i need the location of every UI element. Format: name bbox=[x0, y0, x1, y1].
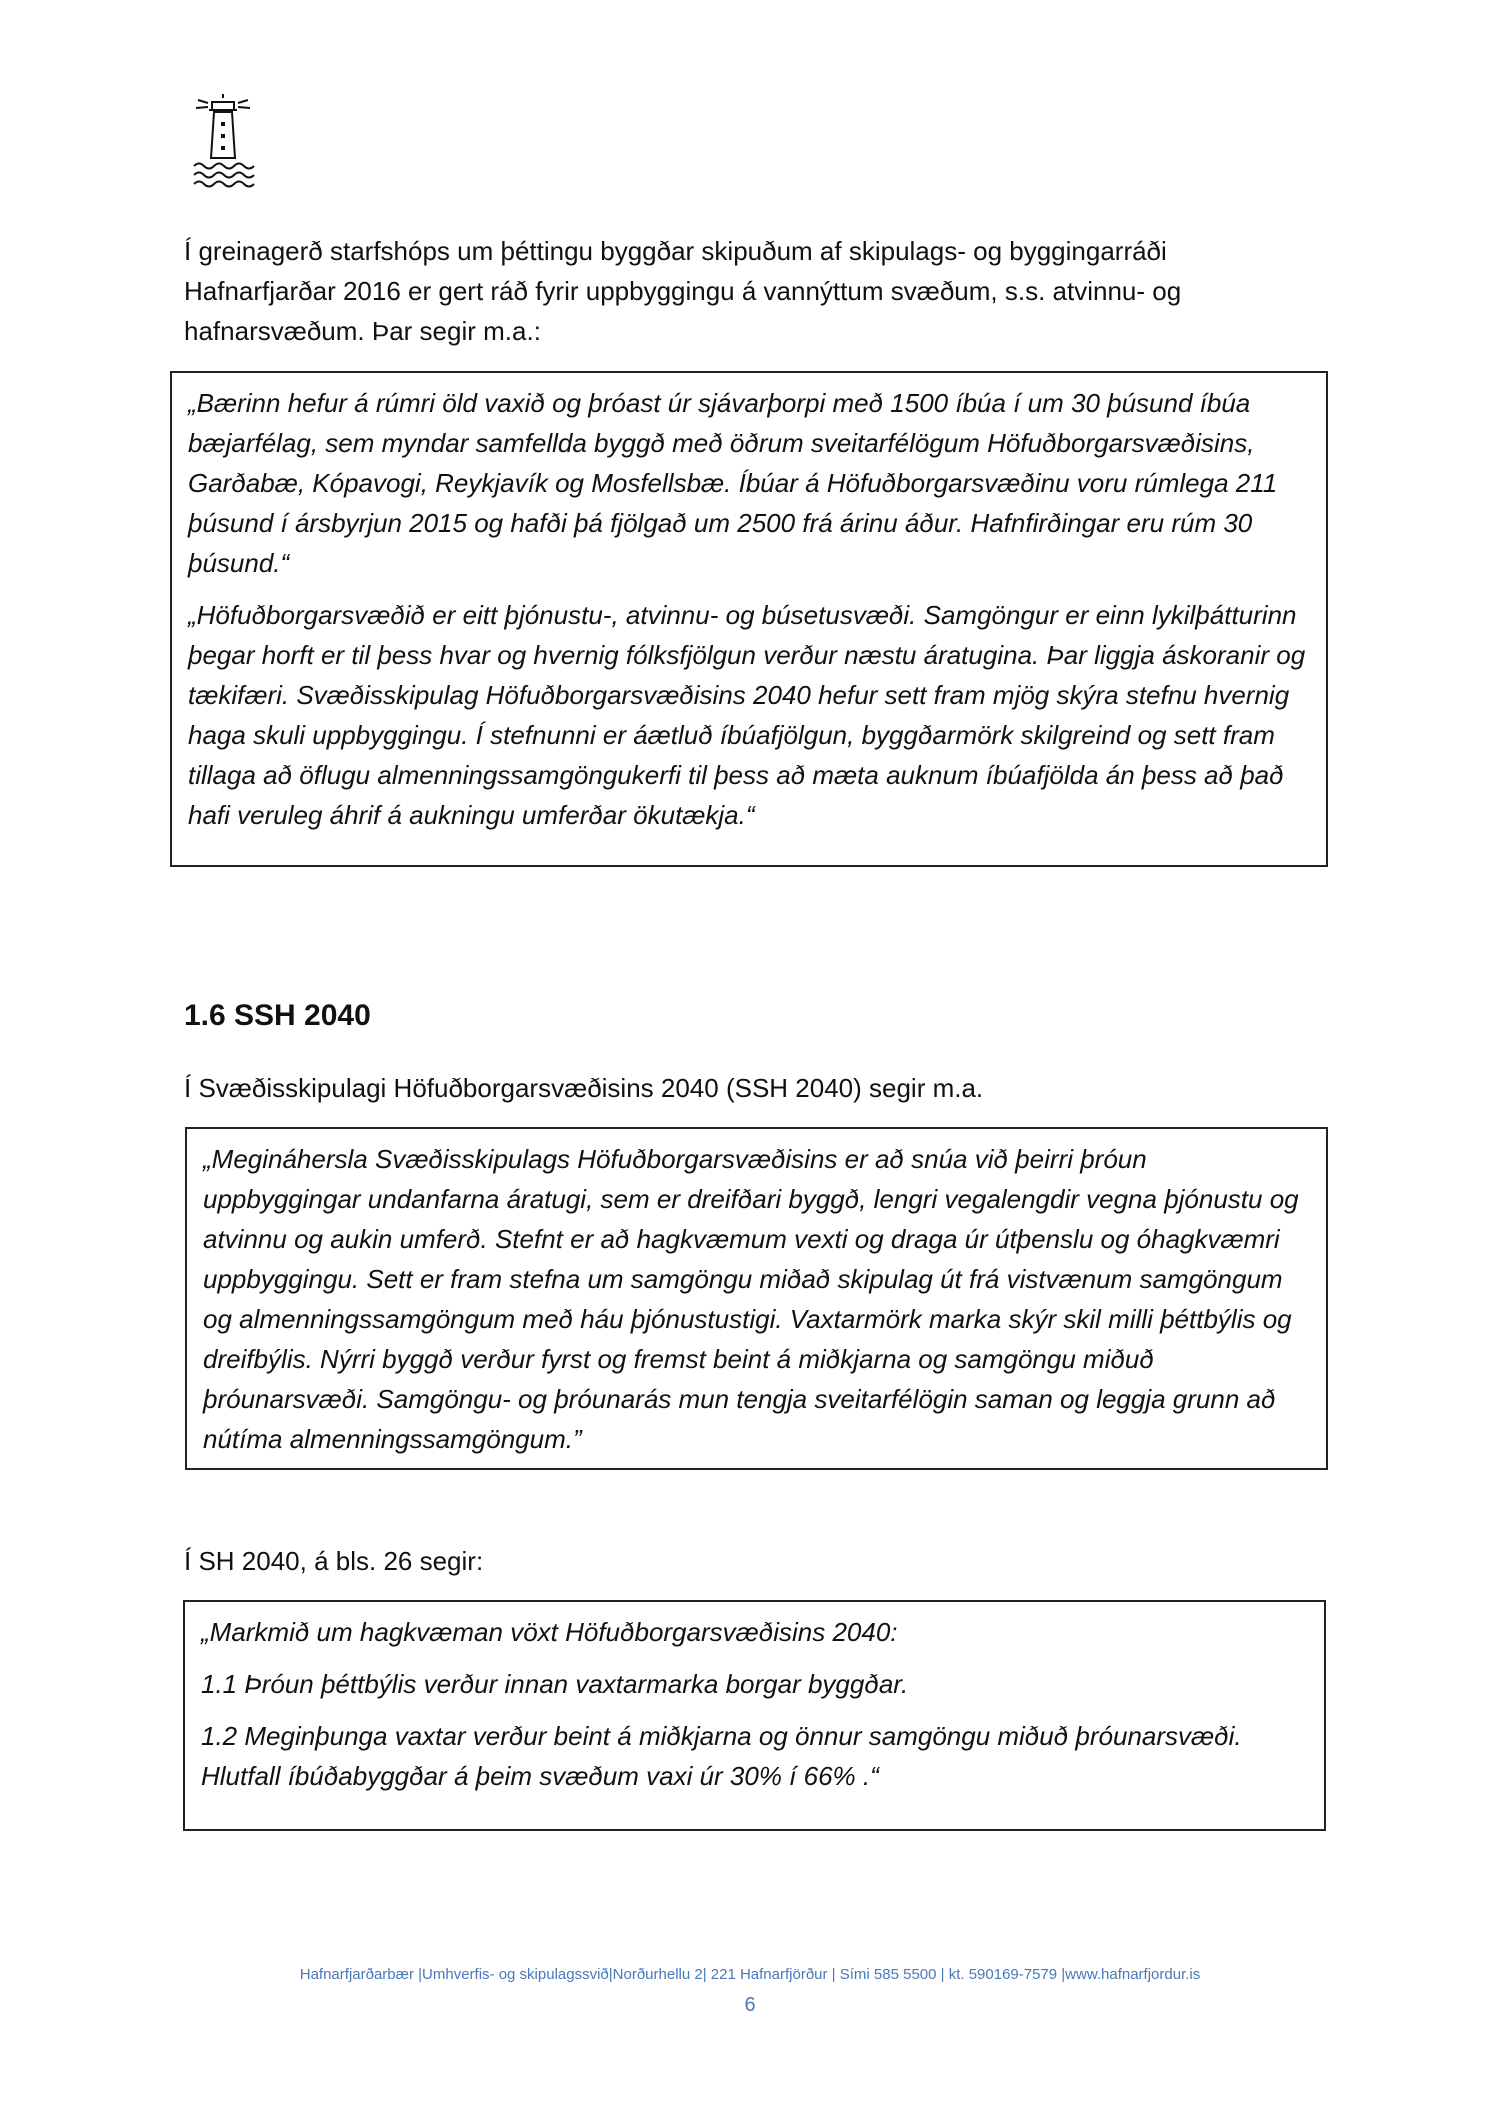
section-heading: 1.6 SSH 2040 bbox=[184, 999, 371, 1032]
quote-1-paragraph-1: „Bærinn hefur á rúmri öld vaxið og þróast úr sjávarþorpi með 1500 íbúa í um 30 þúsund íbúa bæjarfélag, sem myndar samfellda byggð með öðrum sveitarfélögum Höfuðborgarsvæðisins, Garðabæ, Kópavogi, Reykjavík og Mosfellsbæ. Íbúar á Höfuðborgarsvæðinu voru rúmlega 211 þúsund í ársbyrjun 2015 og hafði þá fjölgað um 2500 frá árinu áður. Hafnfirðingar eru rúm 30 þúsund.“ bbox=[188, 388, 1278, 578]
lighthouse-icon bbox=[190, 92, 256, 188]
quote-2-paragraph-1: „Megináhersla Svæðisskipulags Höfuðborgarsvæðisins er að snúa við þeirri þróun uppbyggingar undanfarna áratugi, sem er dreifðari byggð, lengri vegalengdir vegna þjónustu og atvinnu og aukin umferð. Stefnt er að hagkvæmum vexti og draga úr útþenslu og óhagkvæmri uppbyggingu. Sett er fram stefna um samgöngu miðað skipulag út frá vistvænum samgöngum og almenningssamgöngum með háu þjónustustigi. Vaxtarmörk marka skýr skil milli þéttbýlis og dreifbýlis. Nýrri byggð verður fyrst og fremst beint á miðkjarna og samgöngu miðuð þróunarsvæði. Samgöngu- og þróunarás mun tengja sveitarfélögin saman og leggja grunn að nútíma almenningssamgöngum.” bbox=[203, 1144, 1299, 1454]
quote-box-2 bbox=[185, 1127, 1328, 1470]
section-intro: Í Svæðisskipulagi Höfuðborgarsvæðisins 2040 (SSH 2040) segir m.a. bbox=[184, 1073, 984, 1103]
quote-box-1 bbox=[170, 371, 1328, 867]
intro-paragraph: Í greinagerð starfshóps um þéttingu byggðar skipuðum af skipulags- og byggingarráði Hafnarfjarðar 2016 er gert ráð fyrir uppbyggingu á vannýttum svæðum, s.s. atvinnu- og hafnarsvæðum. Þar segir m.a.: bbox=[184, 236, 1182, 346]
footer-contact: Hafnarfjarðarbær |Umhverfis- og skipulagssvið|Norðurhellu 2| 221 Hafnarfjörður | Sími 585 5500 | kt. 590169-7579 |www.hafnarfjordur.is bbox=[299, 1966, 1201, 1983]
quote-3-paragraph-1: „Markmið um hagkvæman vöxt Höfuðborgarsvæðisins 2040: bbox=[201, 1617, 898, 1647]
page-number: 6 bbox=[744, 1994, 756, 2016]
quote-box-3 bbox=[183, 1600, 1326, 1831]
quote-3-paragraph-3: 1.2 Meginþunga vaxtar verður beint á miðkjarna og önnur samgöngu miðuð þróunarsvæði. Hlutfall íbúðabyggðar á þeim svæðum vaxi úr 30% í 66% .“ bbox=[201, 1721, 1242, 1791]
sh-intro: Í SH 2040, á bls. 26 segir: bbox=[184, 1546, 484, 1576]
quote-3-paragraph-2: 1.1 Þróun þéttbýlis verður innan vaxtarmarka borgar byggðar. bbox=[201, 1669, 909, 1699]
quote-1-paragraph-2: „Höfuðborgarsvæðið er eitt þjónustu-, atvinnu- og búsetusvæði. Samgöngur er einn lykilþátturinn þegar horft er til þess hvar og hvernig fólksfjölgun verður næstu áratugina. Þar liggja áskoranir og tækifæri. Svæðisskipulag Höfuðborgarsvæðisins 2040 hefur sett fram mjög skýra stefnu hvernig haga skuli uppbyggingu. Í stefnunni er áætluð íbúafjölgun, byggðarmörk skilgreind og sett fram tillaga að öflugu almenningssamgöngukerfi til þess að mæta auknum íbúafjölda án þess að það hafi veruleg áhrif á aukningu umferðar ökutækja.“ bbox=[188, 600, 1306, 830]
